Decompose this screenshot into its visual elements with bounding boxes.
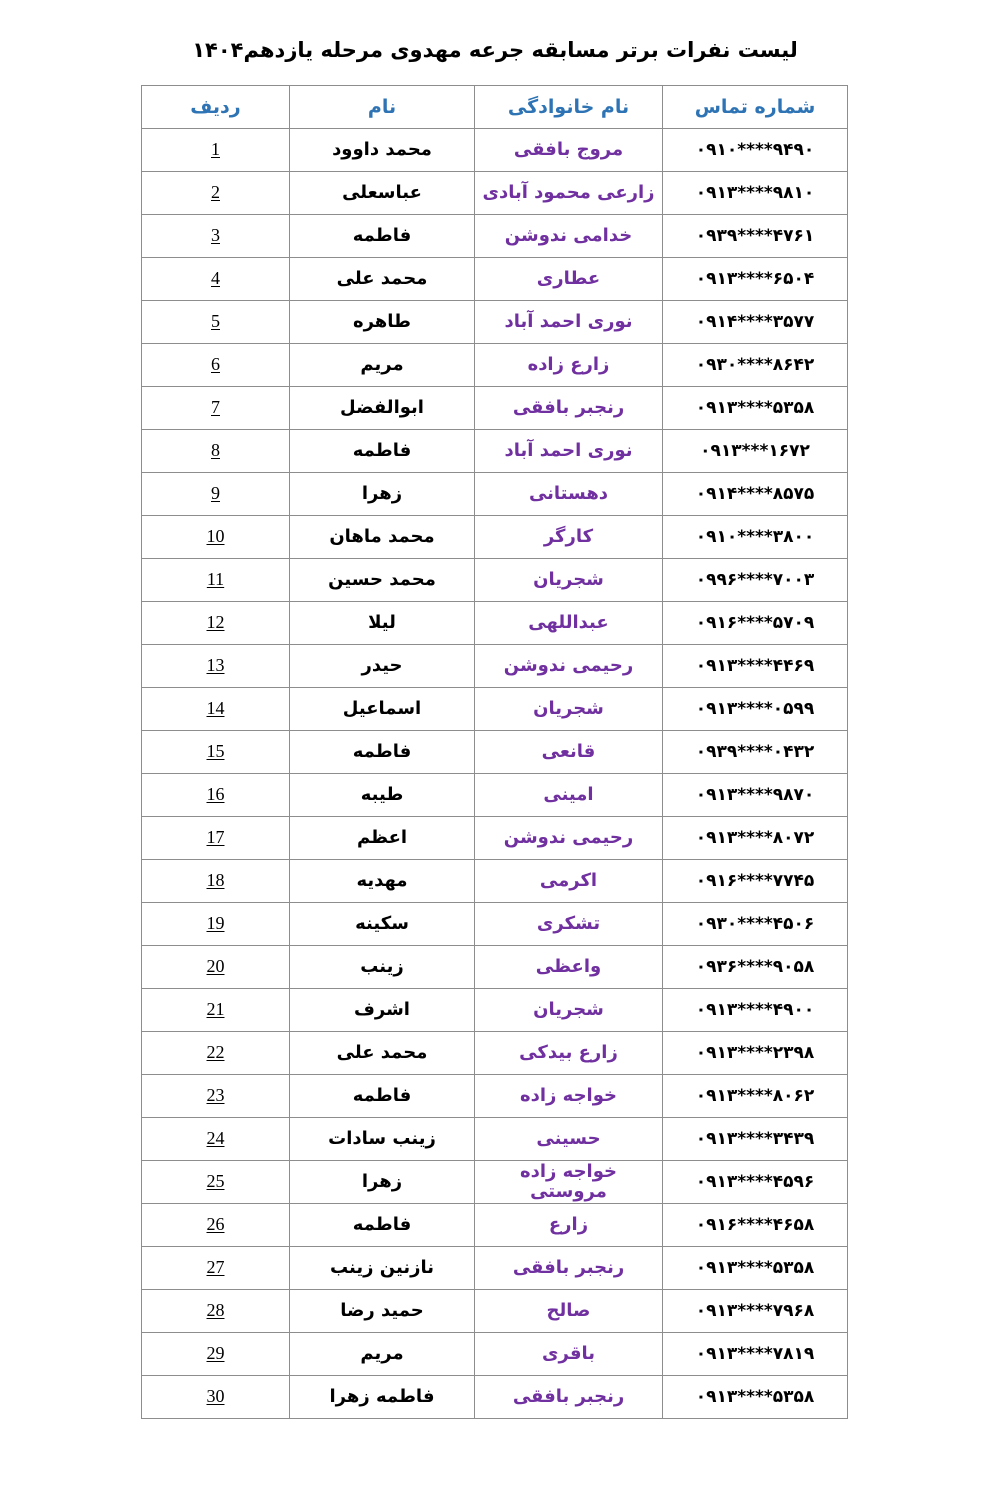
rank-number: 27 xyxy=(206,1257,225,1278)
cell-last-name: رنجبر بافقی xyxy=(475,1247,663,1290)
column-header-rank: ردیف xyxy=(142,86,290,129)
cell-last-name: خواجه زاده xyxy=(475,1075,663,1118)
cell-rank xyxy=(142,645,290,688)
cell-last-name: صالح xyxy=(475,1290,663,1333)
cell-first-name: طیبه xyxy=(290,774,475,817)
table-row xyxy=(142,860,848,903)
rank-number: 2 xyxy=(211,182,220,203)
rank-number: 18 xyxy=(206,870,225,891)
cell-first-name: محمد علی xyxy=(290,1032,475,1075)
rank-number: 28 xyxy=(206,1300,225,1321)
cell-last-name: زارع xyxy=(475,1204,663,1247)
cell-phone: ۰۹۱۳****۸۰۶۲ xyxy=(663,1075,848,1118)
cell-rank xyxy=(142,516,290,559)
cell-first-name: زینب سادات xyxy=(290,1118,475,1161)
cell-last-name: شجریان xyxy=(475,989,663,1032)
cell-rank xyxy=(142,903,290,946)
cell-phone: ۰۹۱۴****۸۵۷۵ xyxy=(663,473,848,516)
cell-first-name: عباسعلی xyxy=(290,172,475,215)
cell-last-name: حسینی xyxy=(475,1118,663,1161)
cell-first-name: محمد ماهان xyxy=(290,516,475,559)
cell-rank xyxy=(142,473,290,516)
cell-first-name: ابوالفضل xyxy=(290,387,475,430)
cell-first-name: فاطمه xyxy=(290,1204,475,1247)
cell-phone: ۰۹۱۳****۸۰۷۲ xyxy=(663,817,848,860)
rank-number: 4 xyxy=(211,268,220,289)
cell-phone: ۰۹۳۶****۹۰۵۸ xyxy=(663,946,848,989)
rank-number: 19 xyxy=(206,913,225,934)
table-row xyxy=(142,1204,848,1247)
cell-rank xyxy=(142,731,290,774)
cell-phone: ۰۹۱۰****۳۸۰۰ xyxy=(663,516,848,559)
column-header-first-name: نام xyxy=(290,86,475,129)
table-row xyxy=(142,1118,848,1161)
cell-first-name: محمد حسین xyxy=(290,559,475,602)
cell-first-name: زینب xyxy=(290,946,475,989)
cell-last-name: قانعی xyxy=(475,731,663,774)
cell-last-name: زارعی محمود آبادی xyxy=(475,172,663,215)
table-row xyxy=(142,473,848,516)
table-row xyxy=(142,516,848,559)
cell-last-name: واعظی xyxy=(475,946,663,989)
cell-first-name: حمید رضا xyxy=(290,1290,475,1333)
cell-last-name: تشکری xyxy=(475,903,663,946)
cell-rank xyxy=(142,559,290,602)
cell-last-name: نوری احمد آباد xyxy=(475,430,663,473)
table-header xyxy=(142,86,848,129)
table-row xyxy=(142,602,848,645)
table-row xyxy=(142,430,848,473)
cell-first-name: مریم xyxy=(290,1333,475,1376)
cell-phone: ۰۹۳۰****۴۵۰۶ xyxy=(663,903,848,946)
cell-rank xyxy=(142,1290,290,1333)
cell-phone: ۰۹۱۳****۹۸۱۰ xyxy=(663,172,848,215)
rank-number: 7 xyxy=(211,397,220,418)
cell-rank xyxy=(142,946,290,989)
rank-number: 17 xyxy=(206,827,225,848)
cell-last-name: رحیمی ندوشن xyxy=(475,645,663,688)
cell-last-name: زارع زاده xyxy=(475,344,663,387)
cell-phone: ۰۹۱۳****۴۴۶۹ xyxy=(663,645,848,688)
cell-rank xyxy=(142,1204,290,1247)
cell-rank xyxy=(142,301,290,344)
table-row xyxy=(142,215,848,258)
top-contestants-table xyxy=(141,85,848,1419)
table-row xyxy=(142,1333,848,1376)
cell-first-name: مهدیه xyxy=(290,860,475,903)
rank-number: 12 xyxy=(206,612,225,633)
rank-number: 8 xyxy=(211,440,220,461)
table-row xyxy=(142,172,848,215)
table-row xyxy=(142,989,848,1032)
cell-phone: ۰۹۱۳***۱۶۷۲ xyxy=(663,430,848,473)
rank-number: 9 xyxy=(211,483,220,504)
table-row xyxy=(142,1290,848,1333)
cell-first-name: زهرا xyxy=(290,1161,475,1204)
cell-rank xyxy=(142,172,290,215)
cell-phone: ۰۹۱۶****۷۷۴۵ xyxy=(663,860,848,903)
cell-last-name: عبداللهی xyxy=(475,602,663,645)
cell-phone: ۰۹۱۳****۴۵۹۶ xyxy=(663,1161,848,1204)
cell-rank xyxy=(142,344,290,387)
cell-last-name: رنجبر بافقی xyxy=(475,1376,663,1419)
cell-phone: ۰۹۹۶****۷۰۰۳ xyxy=(663,559,848,602)
table-row xyxy=(142,1376,848,1419)
rank-number: 5 xyxy=(211,311,220,332)
cell-first-name: فاطمه xyxy=(290,1075,475,1118)
cell-last-name: امینی xyxy=(475,774,663,817)
cell-first-name: فاطمه xyxy=(290,731,475,774)
rank-number: 3 xyxy=(211,225,220,246)
cell-first-name: اشرف xyxy=(290,989,475,1032)
cell-phone: ۰۹۱۳****۰۵۹۹ xyxy=(663,688,848,731)
cell-rank xyxy=(142,860,290,903)
cell-first-name: فاطمه xyxy=(290,215,475,258)
cell-last-name: رنجبر بافقی xyxy=(475,387,663,430)
cell-rank xyxy=(142,258,290,301)
cell-phone: ۰۹۱۳****۷۹۶۸ xyxy=(663,1290,848,1333)
cell-last-name: رحیمی ندوشن xyxy=(475,817,663,860)
cell-first-name: محمد علی xyxy=(290,258,475,301)
cell-rank xyxy=(142,215,290,258)
cell-phone: ۰۹۱۳****۶۵۰۴ xyxy=(663,258,848,301)
cell-phone: ۰۹۱۳****۹۸۷۰ xyxy=(663,774,848,817)
cell-phone: ۰۹۱۶****۵۷۰۹ xyxy=(663,602,848,645)
table-row xyxy=(142,903,848,946)
cell-rank xyxy=(142,1032,290,1075)
table-header-row xyxy=(142,86,848,129)
rank-number: 15 xyxy=(206,741,225,762)
cell-rank xyxy=(142,1075,290,1118)
table-row xyxy=(142,817,848,860)
table-row xyxy=(142,344,848,387)
cell-first-name: زهرا xyxy=(290,473,475,516)
cell-rank xyxy=(142,817,290,860)
cell-phone: ۰۹۱۳****۵۳۵۸ xyxy=(663,387,848,430)
cell-phone: ۰۹۳۰****۸۶۴۲ xyxy=(663,344,848,387)
table-row xyxy=(142,731,848,774)
rank-number: 25 xyxy=(206,1171,225,1192)
rank-number: 22 xyxy=(206,1042,225,1063)
cell-last-name: نوری احمد آباد xyxy=(475,301,663,344)
cell-last-name: مروج بافقی xyxy=(475,129,663,172)
cell-first-name: سکینه xyxy=(290,903,475,946)
rank-number: 23 xyxy=(206,1085,225,1106)
table-body xyxy=(142,129,848,1419)
table-row xyxy=(142,559,848,602)
cell-phone: ۰۹۱۳****۳۴۳۹ xyxy=(663,1118,848,1161)
cell-rank xyxy=(142,1161,290,1204)
cell-rank xyxy=(142,430,290,473)
table-row xyxy=(142,301,848,344)
cell-first-name: اسماعیل xyxy=(290,688,475,731)
cell-first-name: محمد داوود xyxy=(290,129,475,172)
rank-number: 16 xyxy=(206,784,225,805)
table-row xyxy=(142,688,848,731)
cell-first-name: اعظم xyxy=(290,817,475,860)
cell-phone: ۰۹۱۳****۵۳۵۸ xyxy=(663,1247,848,1290)
cell-rank xyxy=(142,774,290,817)
table-row xyxy=(142,387,848,430)
cell-phone: ۰۹۱۳****۵۳۵۸ xyxy=(663,1376,848,1419)
column-header-last-name: نام خانوادگی xyxy=(475,86,663,129)
cell-last-name: خدامی ندوشن xyxy=(475,215,663,258)
cell-last-name: زارع بیدکی xyxy=(475,1032,663,1075)
rank-number: 1 xyxy=(211,139,220,160)
table-row xyxy=(142,774,848,817)
table-row xyxy=(142,1161,848,1204)
cell-first-name: مریم xyxy=(290,344,475,387)
cell-phone: ۰۹۱۰****۹۴۹۰ xyxy=(663,129,848,172)
cell-phone: ۰۹۳۹****۰۴۳۲ xyxy=(663,731,848,774)
cell-rank xyxy=(142,1333,290,1376)
cell-last-name: خواجه زاده مروستی xyxy=(475,1161,663,1204)
cell-first-name: فاطمه زهرا xyxy=(290,1376,475,1419)
cell-rank xyxy=(142,387,290,430)
rank-number: 6 xyxy=(211,354,220,375)
table-row xyxy=(142,258,848,301)
rank-number: 14 xyxy=(206,698,225,719)
cell-last-name: شجریان xyxy=(475,688,663,731)
cell-rank xyxy=(142,688,290,731)
cell-last-name: کارگر xyxy=(475,516,663,559)
rank-number: 26 xyxy=(206,1214,225,1235)
cell-phone: ۰۹۱۳****۷۸۱۹ xyxy=(663,1333,848,1376)
cell-last-name: شجریان xyxy=(475,559,663,602)
cell-rank xyxy=(142,1376,290,1419)
column-header-phone: شماره تماس xyxy=(663,86,848,129)
cell-phone: ۰۹۳۹****۴۷۶۱ xyxy=(663,215,848,258)
table-row xyxy=(142,1075,848,1118)
cell-rank xyxy=(142,1118,290,1161)
rank-number: 13 xyxy=(206,655,225,676)
cell-rank xyxy=(142,1247,290,1290)
cell-phone: ۰۹۱۴****۳۵۷۷ xyxy=(663,301,848,344)
cell-last-name: دهستانی xyxy=(475,473,663,516)
table-row xyxy=(142,1247,848,1290)
rank-number: 20 xyxy=(206,956,225,977)
table-row xyxy=(142,1032,848,1075)
table-container xyxy=(142,62,848,1419)
cell-rank xyxy=(142,602,290,645)
cell-first-name: فاطمه xyxy=(290,430,475,473)
cell-first-name: نازنین زینب xyxy=(290,1247,475,1290)
cell-first-name: لیلا xyxy=(290,602,475,645)
cell-phone: ۰۹۱۶****۴۶۵۸ xyxy=(663,1204,848,1247)
rank-number: 21 xyxy=(206,999,225,1020)
cell-last-name: اکرمی xyxy=(475,860,663,903)
cell-phone: ۰۹۱۳****۲۳۹۸ xyxy=(663,1032,848,1075)
cell-last-name: عطاری xyxy=(475,258,663,301)
cell-first-name: حیدر xyxy=(290,645,475,688)
table-row xyxy=(142,946,848,989)
rank-number: 30 xyxy=(206,1386,225,1407)
cell-rank xyxy=(142,989,290,1032)
rank-number: 11 xyxy=(206,569,225,590)
cell-first-name: طاهره xyxy=(290,301,475,344)
table-row xyxy=(142,129,848,172)
cell-phone: ۰۹۱۳****۴۹۰۰ xyxy=(663,989,848,1032)
rank-number: 24 xyxy=(206,1128,225,1149)
page-title: لیست نفرات برتر مسابقه جرعه مهدوی مرحله یازدهم۱۴۰۴ xyxy=(192,38,798,62)
table-row xyxy=(142,645,848,688)
cell-last-name: باقری xyxy=(475,1333,663,1376)
rank-number: 10 xyxy=(206,526,225,547)
cell-rank xyxy=(142,129,290,172)
rank-number: 29 xyxy=(206,1343,225,1364)
